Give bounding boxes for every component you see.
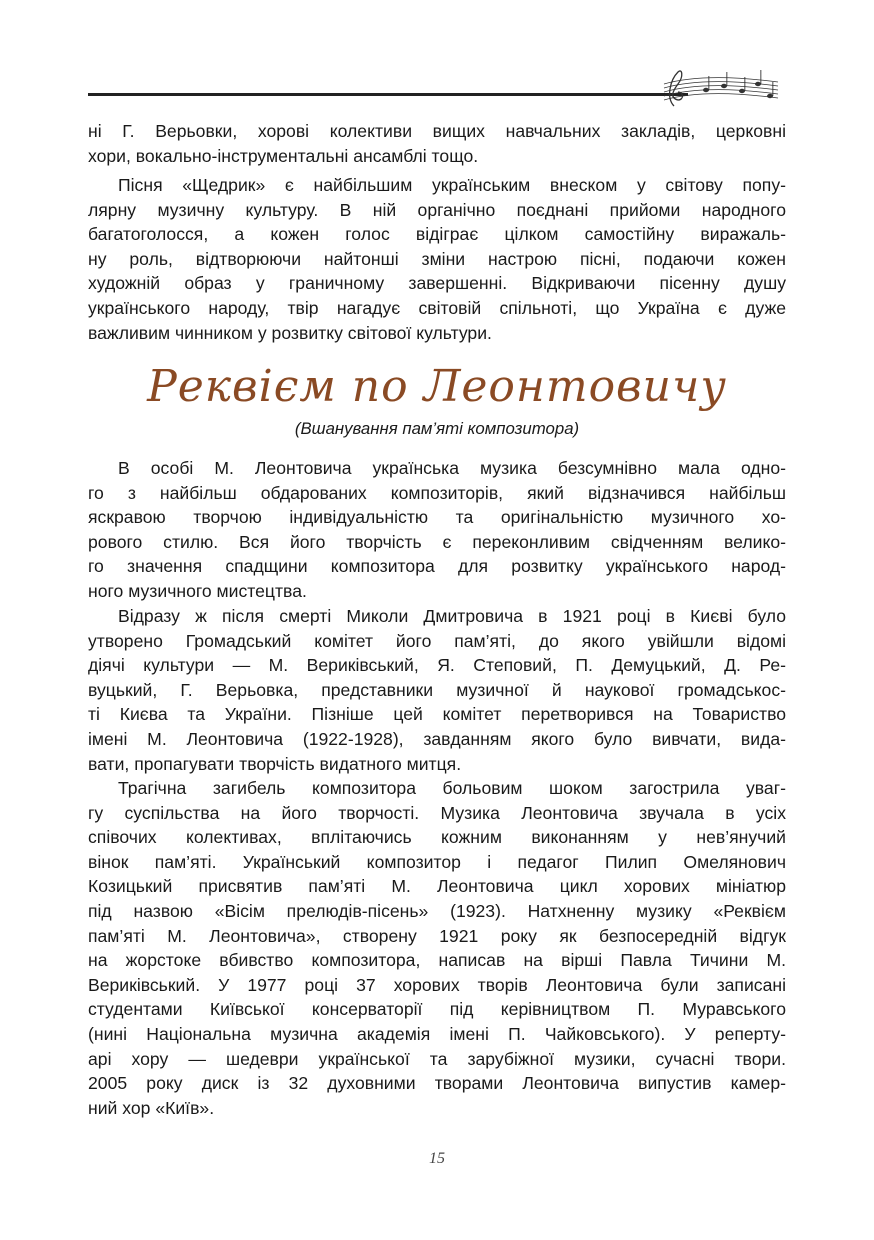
text-line: ні Г. Верьовки, хорові колективи вищих навчальних закладів, церковні (88, 121, 786, 141)
text-line: лярну музичну культуру. В ній органічно поєднані прийоми народного (88, 199, 786, 220)
paragraph-committee (88, 604, 786, 776)
paragraph-leontovych-intro (88, 456, 786, 604)
section-subtitle: (Вшанування пам’яті композитора) (294, 419, 580, 438)
text-line: ного музичного мистецтва. (88, 580, 307, 601)
text-line: діячі культури — М. Верикiвський, Я. Степовий, П. Демуцький, Д. Ре- (88, 655, 786, 676)
text-line: Верикiвський. У 1977 році 37 хорових творів Леонтовича були записані (88, 974, 786, 995)
text-line: В особі М. Леонтовича українська музика безсумнівно мала одно- (118, 458, 786, 478)
text-line: вуцький, Г. Верьовка, представники музичної й наукової громадськос- (88, 679, 786, 700)
text-line: арі хору — шедеври української та зарубіжної музики, сучасні твори. (88, 1048, 786, 1069)
paragraph-tragic-death (88, 776, 786, 1120)
text-line: хори, вокально-інструментальні ансамблі тощо. (88, 145, 479, 166)
text-line: Трагічна загибель композитора больовим шоком загострила уваг- (118, 778, 786, 798)
text-line: го значення спадщини композитора для розвитку українського народ- (88, 556, 786, 577)
text-line: го з найбільш обдарованих композиторів, який відзначився найбільш (88, 482, 786, 503)
section-title: Реквієм по Леонтовичу (147, 361, 727, 412)
text-line: українського народу, твір нагадує світовій спільноті, що Україна є дуже (88, 297, 786, 318)
text-line: співочих колективах, вплітаючись кожним виконанням у нев’янучий (88, 827, 786, 848)
paragraph-continued (88, 119, 786, 168)
text-line: важливим чинником у розвитку світової культури. (88, 322, 492, 343)
text-line: рового стилю. Вся його творчість є переконливим свідченням велико- (88, 531, 786, 552)
text-line: Відразу ж після смерті Миколи Дмитровича в 1921 році в Києві було (118, 606, 786, 626)
text-line: утворено Громадський комітет його пам’яті, до якого увійшли відомі (88, 630, 786, 651)
text-line: ний хор «Київ». (88, 1097, 215, 1118)
paragraph-shchedryk (88, 173, 786, 345)
page-number: 15 (429, 1150, 445, 1167)
music-staff-ornament-icon (662, 62, 780, 112)
text-line: художній образ у граничному завершенні. Відкриваючи пісенну душу (88, 273, 786, 294)
text-line: вінок пам’яті. Український композитор і педагог Пилип Омелянович (88, 851, 786, 872)
text-line: імені М. Леонтовича (1922-1928), завданням якого було вивчати, вида- (88, 728, 786, 749)
text-line: Козицький присвятив пам’яті М. Леонтовича цикл хорових мініатюр (88, 876, 786, 897)
text-line: гу суспільства на його творчості. Музика Леонтовича звучала в усіх (88, 802, 786, 823)
header-rule (88, 93, 688, 96)
text-line: яскравою творчою індивідуальністю та оригінальністю музичного хо- (88, 507, 786, 528)
text-line: Пісня «Щедрик» є найбільшим українським внеском у світову попу- (118, 175, 786, 195)
text-line: ті Києва та України. Пізніше цей комітет перетворився на Товариство (88, 704, 786, 725)
text-line: пам’яті М. Леонтовича», створену 1921 року як безпосередній відгук (88, 925, 786, 946)
text-line: студентами Київської консерваторії під керівництвом П. Муравського (88, 999, 786, 1020)
text-line: вати, пропагувати творчість видатного митця. (88, 753, 462, 774)
text-line: ну роль, відтворюючи найтонші зміни настрою пісні, подаючи кожен (88, 248, 786, 269)
text-line: багатоголосся, а кожен голос відіграє цілком самостійну виражаль- (88, 224, 786, 245)
text-line: (нині Національна музична академія імені П. Чайковського). У реперту- (88, 1023, 786, 1044)
text-line: на жорстоке вбивство композитора, написав на вірші Павла Тичини М. (88, 950, 786, 971)
text-line: під назвою «Вісім прелюдів-пісень» (1923). Натхненну музику «Реквієм (88, 900, 786, 921)
text-line: 2005 року диск із 32 духовними творами Леонтовича випустив камер- (88, 1073, 786, 1094)
